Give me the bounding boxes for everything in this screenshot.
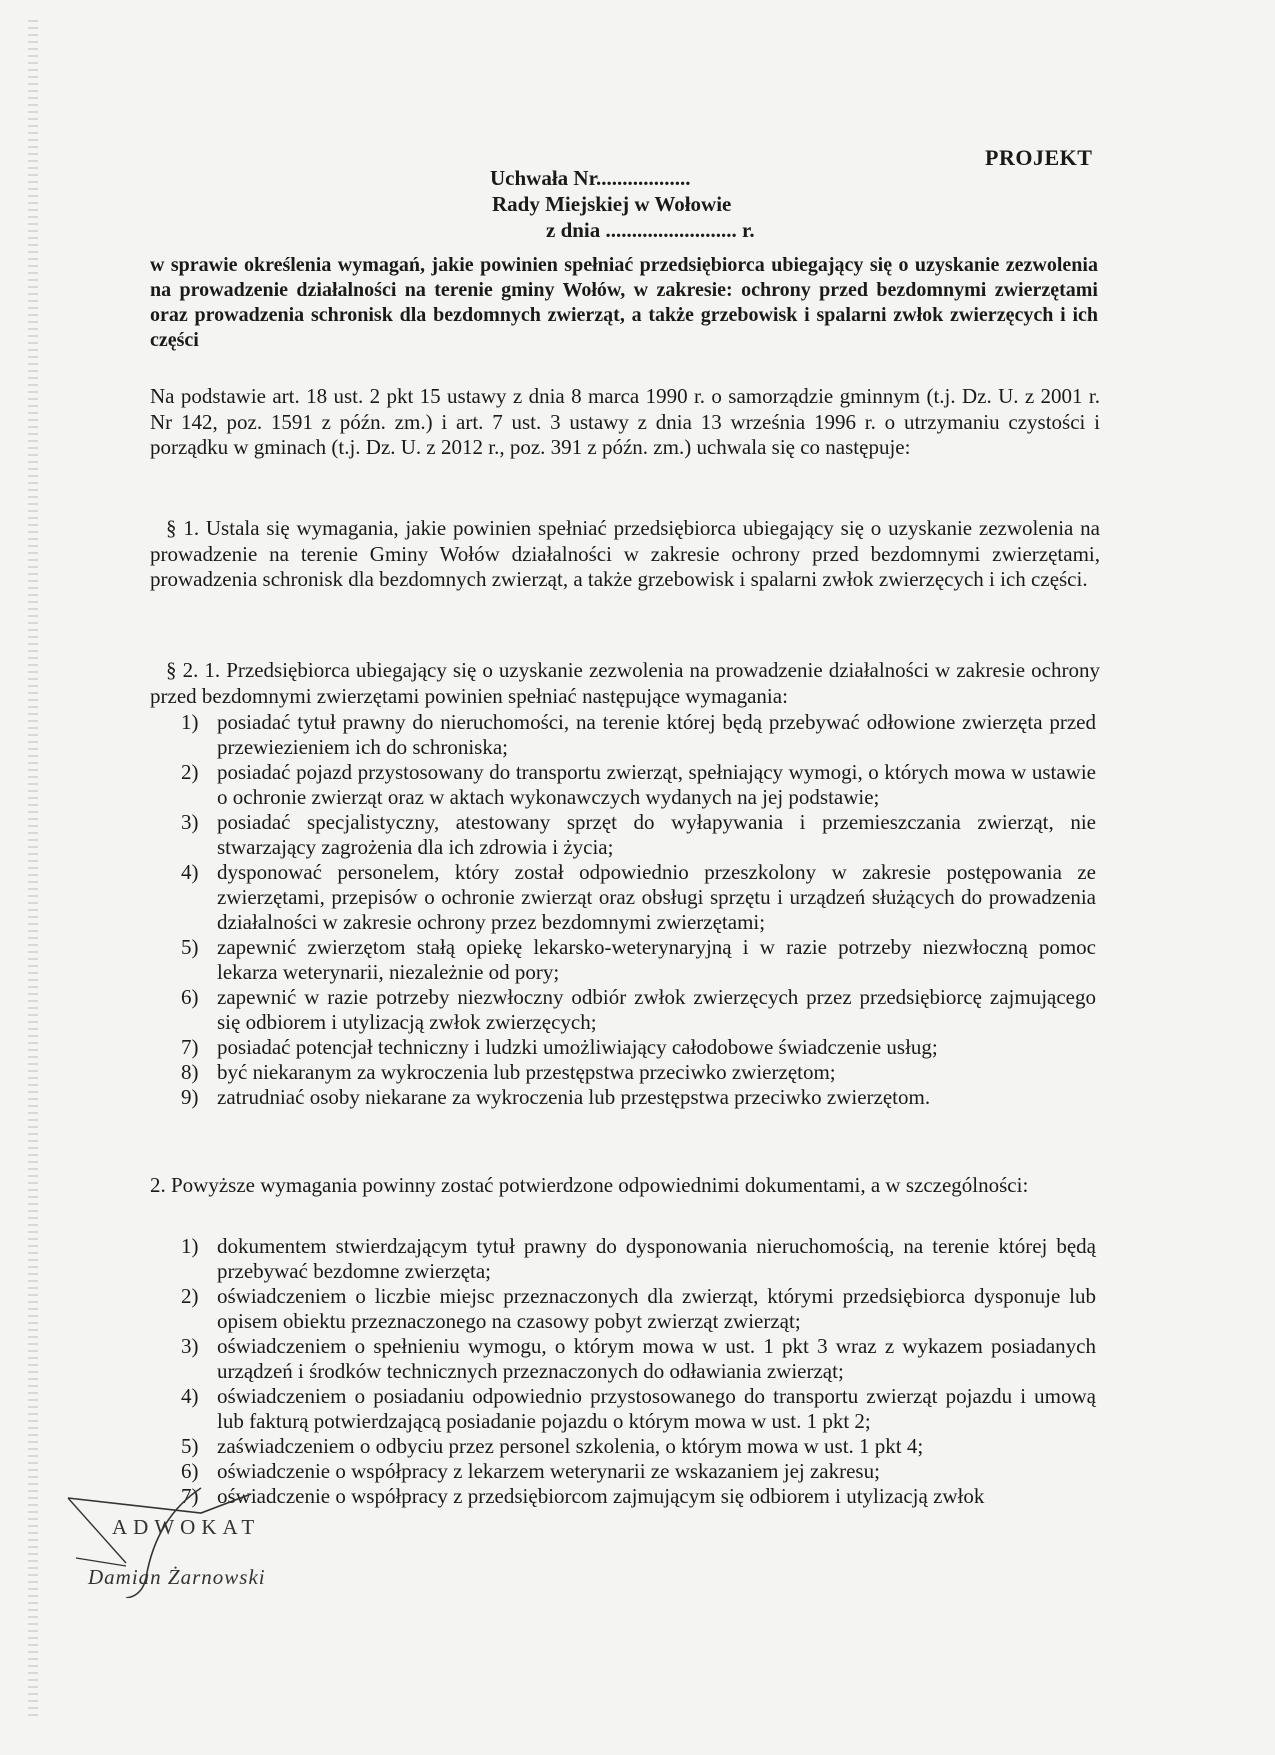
list-item: 6) oświadczenie o współpracy z lekarzem weterynarii ze wskazaniem jej zakresu; [181, 1459, 880, 1483]
list-item: 1) dokumentem stwierdzającym tytuł prawny do dysponowania nieruchomością, na terenie której będą przebywać bezdomne zwierzęta; [181, 1234, 1096, 1283]
resolution-header [490, 165, 755, 243]
list-item: 5) zaświadczeniem o odbyciu przez personel szkolenia, o którym mowa w ust. 1 pkt 4; [181, 1434, 924, 1458]
list-item: 2) posiadać pojazd przystosowany do transportu zwierząt, spełniający wymogi, o których mowa w ustawie o ochronie zwierząt oraz w aktach wykonawczych wydanych na jej podstawie; [181, 760, 1096, 809]
list-item: 6) zapewnić w razie potrzeby niezwłoczny odbiór zwłok zwierzęcych przez przedsiębiorcę zajmującego się odbiorem i utylizacją zwłok zwierzęcych; [181, 985, 1096, 1034]
draft-label: PROJEKT [985, 145, 1093, 170]
list-item: 4) oświadczeniem o posiadaniu odpowiednio przystosowanego do transportu zwierząt pojazdu i umową lub fakturą potwierdzającą posiadanie pojazdu o którym mowa w ust. 1 pkt 2; [181, 1384, 1096, 1433]
list-item: 5) zapewnić zwierzętom stałą opiekę lekarsko-weterynaryjną i w razie potrzeby niezwłoczną pomoc lekarza weterynarii, niezależnie od pory; [181, 935, 1096, 984]
legal-basis: Na podstawie art. 18 ust. 2 pkt 15 ustawy z dnia 8 marca 1990 r. o samorządzie gminnym (t.j. Dz. U. z 2001 r. Nr 142, poz. 1591 z późn. zm.) i art. 7 ust. 3 ustawy z dnia 13 września 1996 r. o utrzymaniu czystości i porządku w gminach (t.j. Dz. U. z 2012 r., poz. 391 z późn. zm.) uchwala się co następuje: [150, 384, 1100, 459]
section-1: § 1. Ustala się wymagania, jakie powinien spełniać przedsiębiorca ubiegający się o uzyskanie zezwolenia na prowadzenie na terenie Gminy Wołów działalności w zakresie ochrony przed bezdomnymi zwierzętami, prowadzenia schronisk dla bezdomnych zwierząt, a także grzebowisk i spalarni zwłok zwierzęcych i ich części. [150, 516, 1100, 591]
stamp-text: ADWOKAT [112, 1515, 261, 1539]
section-2-intro: § 2. 1. Przedsiębiorca ubiegający się o uzyskanie zezwolenia na prowadzenie działalności w zakresie ochrony przed bezdomnymi zwierzętami powinien spełniać następujące wymagania: [150, 658, 1100, 708]
list-item: 2) oświadczeniem o liczbie miejsc przeznaczonych dla zwierząt, którymi przedsiębiorca dysponuje lub opisem obiektu przeznaczonego na czasowy pobyt zwierząt zwierząt; [181, 1284, 1096, 1333]
list-item: 8) być niekaranym za wykroczenia lub przestępstwa przeciwko zwierzętom; [181, 1060, 836, 1084]
list-item: 9) zatrudniać osoby niekarane za wykroczenia lub przestępstwa przeciwko zwierzętom. [181, 1085, 931, 1109]
list-item: 7) oświadczenie o współpracy z przedsiębiorcom zajmującym się odbiorem i utylizacją zwłok [181, 1484, 985, 1508]
list-item: 4) dysponować personelem, który został odpowiednio przeszkolony w zakresie postępowania ze zwierzętami, przepisów o ochronie zwierząt oraz obsługi sprzętu i urządzeń służących do prowadzenia działalności w zakresie ochrony przez bezdomnymi zwierzętami; [181, 860, 1096, 934]
council-name: Rady Miejskiej w Wołowie [492, 192, 732, 216]
list-item: 3) oświadczeniem o spełnieniu wymogu, o którym mowa w ust. 1 pkt 3 wraz z wykazem posiadanych urządzeń i środków technicznych przeznaczonych do odławiania zwierząt; [181, 1334, 1096, 1383]
resolution-subject: w sprawie określenia wymagań, jakie powinien spełniać przedsiębiorca ubiegający się o uzyskanie zezwolenia na prowadzenie działalności na terenie gminy Wołów, w zakresie: ochrony przed bezdomnymi zwierzętami oraz prowadzenia schronisk dla bezdomnych zwierząt, a także grzebowisk i spalarni zwłok zwierzęcych i ich części [150, 254, 1098, 351]
scan-edge [28, 20, 38, 1720]
resolution-date: z dnia ......................... r. [546, 218, 755, 242]
point-2-intro: 2. Powyższe wymagania powinny zostać potwierdzone odpowiednimi dokumentami, a w szczególności: [150, 1173, 1029, 1197]
list-item: 1) posiadać tytuł prawny do nieruchomości, na terenie której będą przebywać odłowione zwierzęta przed przewiezieniem ich do schroniska; [181, 710, 1096, 759]
requirements-list [181, 710, 1096, 1110]
resolution-number: Uchwała Nr.................. [490, 166, 691, 190]
list-item: 3) posiadać specjalistyczny, atestowany sprzęt do wyłapywania i przemieszczania zwierząt, nie stwarzający zagrożenia dla ich zdrowia i życia; [181, 810, 1096, 859]
signature-name: Damian Żarnowski [88, 1565, 266, 1589]
list-item: 7) posiadać potencjał techniczny i ludzki umożliwiający całodobowe świadczenie usług; [181, 1035, 938, 1059]
